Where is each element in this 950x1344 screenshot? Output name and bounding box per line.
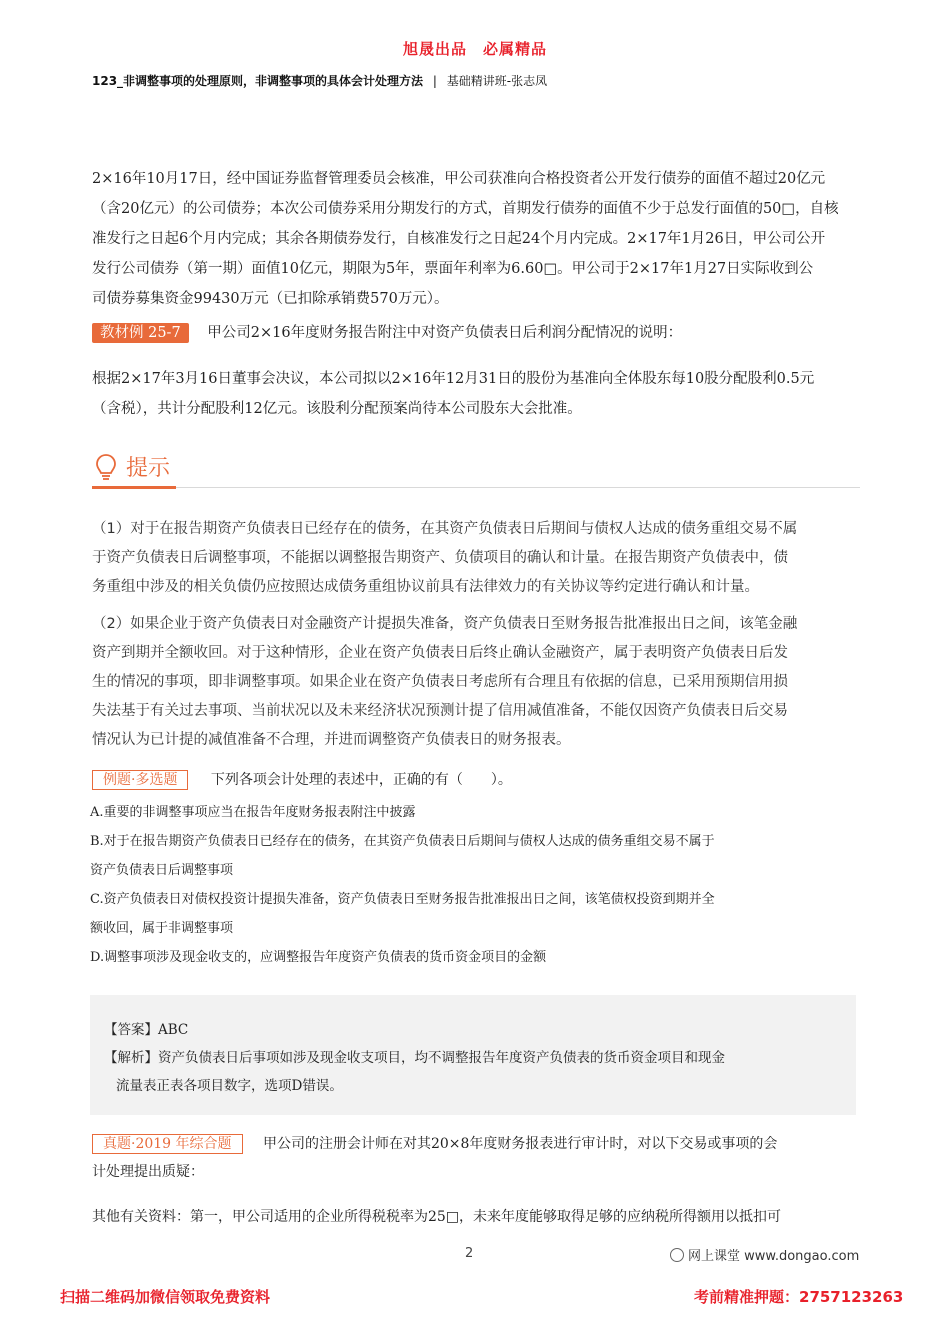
tip-title: 提示: [126, 456, 171, 481]
option-a: A.重要的非调整事项应当在报告年度财务报表附注中披露: [90, 805, 416, 820]
text-line: （1）对于在报告期资产负债表日已经存在的债务，在其资产负债表日后期间与债权人达成的债务重组交易不属: [92, 521, 798, 537]
text-line: 2×16年10月17日，经中国证券监督管理委员会核准，甲公司获准向合格投资者公开发行债券的面值不超过20亿元: [92, 171, 826, 187]
footer-brand: [670, 1245, 859, 1264]
text-line: （含税），共计分配股利12亿元。该股利分配预案尚待本公司股东大会批准。: [92, 401, 582, 417]
divider-accent: [92, 486, 176, 489]
tip-paragraph-2: [92, 610, 862, 755]
example-title: 甲公司2×16年度财务报告附注中对资产负债表日后利润分配情况的说明：: [207, 325, 683, 341]
example-heading: [92, 321, 682, 342]
question-stem: 下列各项会计处理的表述中，正确的有（ ）。: [210, 772, 512, 788]
option-c-cont: 额收回，属于非调整事项: [90, 921, 234, 936]
intro-paragraph: [92, 164, 866, 314]
text-line: 根据2×17年3月16日董事会决议，本公司拟以2×16年12月31日的股份为基准向全体股东每10股分配股利0.5元: [92, 371, 815, 387]
answer-line: 【答案】ABC: [104, 1022, 189, 1038]
top-banner: 旭晟出品 必属精品: [402, 40, 547, 58]
question-heading: [92, 769, 512, 789]
answer-content: [104, 1016, 844, 1100]
text-line: 准发行之日起6个月内完成；其余各期债券发行，自核准发行之日起24个月内完成。2×17年1月26日，甲公司公开: [92, 231, 826, 247]
separator: |: [432, 74, 437, 88]
analysis-line: 流量表正表各项目数字，选项D错误。: [116, 1078, 343, 1094]
example-body: [92, 364, 866, 424]
exam-stem: 甲公司的注册会计师在对其20×8年度财务报表进行审计时，对以下交易或事项的会: [262, 1136, 778, 1152]
text-line: 资产到期并全额收回。对于这种情形，企业在资产负债表日后终止确认金融资产，属于表明资产负债表日后发: [92, 645, 788, 661]
example-tag: 教材例 25-7: [92, 323, 189, 343]
text-line: 务重组中涉及的相关负债仍应按照达成债务重组协议前具有法律效力的有关协议等约定进行确认和计量。: [92, 579, 759, 595]
page-number: 2: [465, 1246, 474, 1261]
option-d: D.调整事项涉及现金收支的，应调整报告年度资产负债表的货币资金项目的金额: [90, 950, 547, 965]
question-options: [90, 798, 870, 972]
exam-other-info: 其他有关资料：第一，甲公司适用的企业所得税税率为25□，未来年度能够取得足够的应纳税所得额用以抵扣可: [92, 1209, 782, 1225]
course-title: 123_非调整事项的处理原则，非调整事项的具体会计处理方法: [92, 74, 424, 88]
exam-stem-cont: 计处理提出质疑：: [92, 1164, 204, 1180]
brand-text: 网上课堂 www.dongao.com: [688, 1249, 860, 1264]
option-c: C.资产负债表日对债权投资计提损失准备，资产负债表日至财务报告批准报出日之间，该笔债权投资到期并全: [90, 892, 715, 907]
analysis-line: 【解析】资产负债表日后事项如涉及现金收支项目，均不调整报告年度资产负债表的货币资金项目和现金: [104, 1050, 725, 1066]
promo-left: 扫描二维码加微信领取免费资料: [60, 1288, 271, 1306]
text-line: 生的情况的事项，即非调整事项。如果企业在资产负债表日考虑所有合理且有依据的信息，已采用预期信用损: [92, 674, 788, 690]
course-header: [92, 72, 547, 89]
text-line: 司债券募集资金99430万元（已扣除承销费570万元）。: [92, 291, 449, 307]
text-line: 失法基于有关过去事项、当前状况以及未来经济状况预测计提了信用减值准备，不能仅因资产负债表日后交易: [92, 703, 788, 719]
option-b-cont: 资产负债表日后调整事项: [90, 863, 234, 878]
text-line: 于资产负债表日后调整事项，不能据以调整报告期资产、负债项目的确认和计量。在报告期资产负债表中，债: [92, 550, 788, 566]
option-b: B.对于在报告期资产负债表日已经存在的债务，在其资产负债表日后期间与债权人达成的债务重组交易不属于: [90, 834, 715, 849]
promo-right: 考前精准押题：2757123263: [694, 1288, 904, 1306]
exam-tag: 真题·2019 年综合题: [92, 1134, 243, 1154]
text-line: 情况认为已计提的减值准备不合理，并进而调整资产负债表日的财务报表。: [92, 732, 571, 748]
divider: [92, 487, 860, 488]
globe-icon: [670, 1248, 684, 1262]
lightbulb-icon: [92, 452, 120, 482]
course-name: 基础精讲班-张志凤: [446, 74, 548, 88]
text-line: 发行公司债券（第一期）面值10亿元，期限为5年，票面年利率为6.60□。甲公司于2×17年1月27日实际收到公: [92, 261, 814, 277]
text-line: （2）如果企业于资产负债表日对金融资产计提损失准备，资产负债表日至财务报告批准报出日之间，该笔金融: [92, 616, 798, 632]
tip-paragraph-1: [92, 515, 862, 602]
exam-heading: [92, 1130, 862, 1186]
question-tag: 例题·多选题: [92, 770, 188, 790]
text-line: （含20亿元）的公司债券；本次公司债券采用分期发行的方式，首期发行债券的面值不少于总发行面值的50□，自核: [92, 201, 839, 217]
